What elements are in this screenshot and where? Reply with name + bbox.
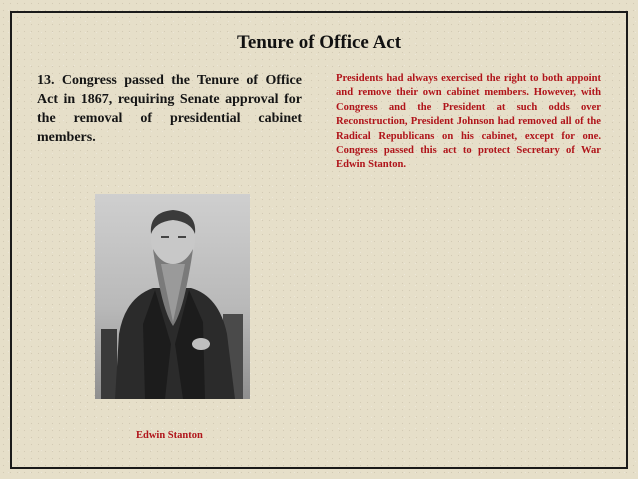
photo-caption: Edwin Stanton <box>136 430 203 441</box>
main-point-text: 13. Congress passed the Tenure of Office Act in 1867, requiring Senate approval for the removal of presidential cabinet members. <box>37 73 302 145</box>
portrait-photo <box>95 194 250 399</box>
slide-title: Tenure of Office Act <box>236 32 402 53</box>
explanation-text: Presidents had always exercised the right to both appoint and remove their own cabinet members. However, with Congress and the President at such odds over Reconstruction, President Johnson had removed all of the Radical Republicans on his cabinet, except for one. Congress passed this act to protect Secretary of War Edwin Stanton. <box>336 73 601 171</box>
portrait-illustration <box>95 194 250 399</box>
